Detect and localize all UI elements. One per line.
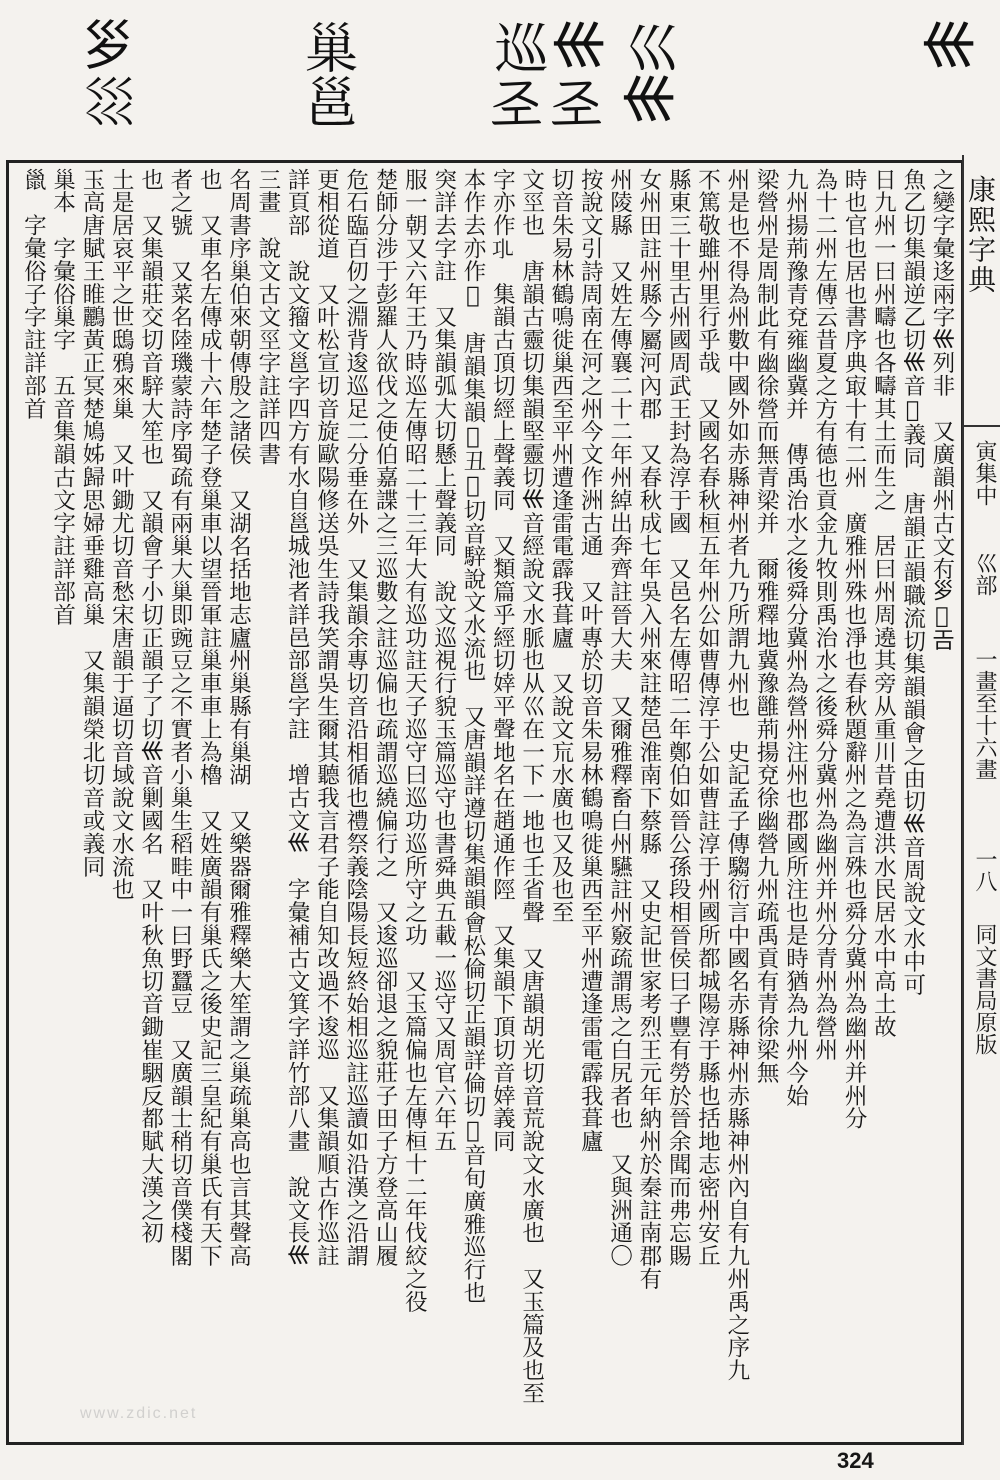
page-header-column [962, 155, 1000, 1445]
text-column: 名周書序巢伯來朝傳殷之諸侯 又湖名括地志廬州巢縣有巢湖 又樂器爾雅釋樂大笙謂之巢疏巢高也言其聲高 [225, 168, 252, 1268]
text-column: 本作去亦作𡿬 唐韻集韻𡿧丑𩀚切音騂說文水流也 又唐韻詳遵切集韻韻會松倫切正韻詳倫切𡿧音旬廣雅巡行也 [460, 168, 486, 1305]
text-column: 玉高唐賦王睢鸝黃正冥楚鳩姊歸思婦垂雞高巢 又集韻榮北切音或義同 [78, 168, 105, 878]
header-divider [964, 425, 1000, 427]
radical-label: 巛部 [972, 552, 997, 596]
text-column: 土是居哀平之世鴟鴉來巢 又叶鋤尤切音愁宋唐韻于逼切音域說文水流也 [108, 168, 135, 901]
text-column: 危石臨百仞之淵背逡巡足二分垂在外 又集韻余專切音沿相循也禮祭義陰陽長短終始相巡註巡讀如沿漢之沿謂 [342, 168, 369, 1268]
text-column: 也 又集韻莊交切音騂大笙也 又韻會子小切正韻子了切𡿧音剿國名 又叶秋魚切音鋤崔駰反都賦大漢之初 [137, 168, 164, 1245]
text-column: 者之號 又菜名陸璣蒙詩序蜀疏有兩巢大巢即豌豆之不實者小巢生稻畦中一曰野蠶豆 又廣韻士稍切音僕棧閣 [166, 168, 193, 1268]
text-column: 也 又車名左傳成十六年楚子登巢車以望晉軍註巢車車上為櫓 又姓廣韻有巢氏之後史記三皇紀有巢氏有天下 [196, 168, 223, 1268]
dictionary-title: 康熙字典 [964, 175, 997, 295]
text-column: 切音朱易林鶴鳴徙巢西至平州遭逢雷電霹我葺廬 又說文巟水廣也又及也至 [547, 168, 574, 924]
text-column: 縣東三十里古州國周武王封為淳于國 又邑名左傳昭二年鄭伯如晉公孫段相晉侯曰子豐有勞於晉余聞而弗忘賜 [665, 168, 692, 1268]
text-column: 字亦作𢀗 集韻古頂切經上聲義同 又類篇乎經切婞平聲地名在趙通作陘 又集韻下頂切音婞義同 [489, 168, 516, 1153]
text-column: 日九州一曰州疇也各疇其土而生之 居曰州周遶其旁从重川昔堯遭洪水民居水中高土故 [870, 168, 897, 1039]
text-column: 文巠也 唐韻古靈切集韻堅靈切𡿧音經說文水脈也从巛在一下一地也壬省聲 又唐韻胡光切音荒說文水廣也 又玉篇及也至 [518, 168, 545, 1405]
text-column: 九州揚荊豫青兗雍幽冀并 傳禹治水之後舜分冀州為營州注州也郡國所注也是時猶為九州今始 [782, 168, 809, 1107]
text-column: 時也官也居也書序典㝡十有二州 廣雅州殊也淨也春秋題辭州之為言殊也舜分冀州為幽州并州分 [841, 168, 868, 1130]
seal-script-strip [40, 10, 995, 160]
seal-glyph-4: 巡𢀖 [486, 20, 549, 128]
seal-glyph-3: 𡿧𢀖 [546, 20, 609, 128]
volume-label: 寅集中 [972, 440, 997, 506]
text-column: 巢本 字彙俗巢字 五音集韻古文字註詳部首 [49, 168, 76, 626]
text-column: 巤 字彙俗子字註詳部首 [20, 168, 47, 420]
seal-glyph-2: 巛𡿧 [616, 20, 679, 128]
text-columns [19, 168, 957, 1437]
seal-glyph-6: 𡿪𡿭 [76, 20, 139, 128]
seal-glyph-1: 𡿧 [916, 20, 979, 74]
publisher-label: 同文書局原版 [972, 923, 997, 1055]
text-column: 不篤敬雖州里行乎哉 又國名春秋桓五年州公如曹傳淳于公如曹註淳于州國所都城陽淳于縣也括地志密州安丘 [694, 168, 721, 1268]
stroke-range-label: 一畫至十六畫 [972, 648, 997, 780]
text-column: 楚師分涉于彭羅人欲伐之使伯嘉諜之三巡數之註巡偏也疏謂巡繞偏行之 又逡巡卻退之貌莊子田子方登高山履 [372, 168, 399, 1268]
text-frame [6, 160, 964, 1445]
text-column: 按說文引詩周南在河之州今文作洲古通 又叶專於切音朱易林鶴鳴徙巢西至平州遭逢雷電霹我葺廬 [577, 168, 604, 1153]
text-column: 突詳去字註 又集韻弧大切懸上聲義同 說文巡視行貌玉篇巡守也書舜典五載一巡守又周官六年五 [430, 168, 457, 1153]
text-column: 服一朝又六年王乃時巡左傳昭二十三年大有巡功註天子巡守曰巡功巡所守之功 又玉篇偏也左傳桓十二年伐絞之役 [401, 168, 428, 1313]
text-column: 魚乙切集韻逆乙切𡿧音𦶜義同 唐韻正韻職流切集韻韻會之由切𡿧音周說文水中可 [899, 168, 926, 996]
text-column: 三畫 說文古文巠字註詳四書 [254, 168, 281, 466]
text-column: 州是也不得為州數中國外如赤縣神州者九乃所謂九州也 史記孟子傳騶衍言中國名赤縣神州赤縣神州內自有九州禹之序九 [723, 168, 750, 1382]
text-column: 更相從道 又叶松宣切音旋歐陽修送吳生詩我笑謂吳生爾其聽我言君子能自知改過不逡巡 又集韻順古作巡註 [313, 168, 340, 1268]
text-column: 之變字彙迻兩字𡿧列非 又廣韻州古文𠕇𡿪𢀚𢀛 [929, 168, 955, 653]
page-number: 324 [837, 1448, 874, 1473]
text-column: 州陵縣 又姓左傳襄二十二年州綽出奔齊註晉大夫 又爾雅釋畜白州驠註州竅疏謂馬之白尻者也 又與洲通〇 [606, 168, 633, 1268]
text-column: 為十二州左傳云昔夏之方有德也貢金九牧則禹治水之後舜分冀州為幽州并州分青州為營州 [811, 168, 838, 1062]
text-column: 女州田註州縣今屬河內郡 又春秋成七年吳入州來註楚邑淮南下蔡縣 又史記世家考烈王元年納州於秦註南郡有 [635, 168, 662, 1291]
watermark: www.zdic.net [80, 1405, 198, 1422]
folio-number: 一八 [972, 848, 997, 892]
text-column: 詳頁部 說文籀文邕字四方有水自邕城池者詳邑部邕字註 增古文𡿧 字彙補古文箕字詳竹部八畫 說文長𡿧 [284, 168, 311, 1268]
seal-glyph-5: 巢邕 [296, 20, 359, 128]
text-column: 梁營州是周制此有幽徐營而無青梁并 爾雅釋地冀豫雝荊揚兗徐幽營九州疏禹貢有青徐梁無 [753, 168, 780, 1084]
